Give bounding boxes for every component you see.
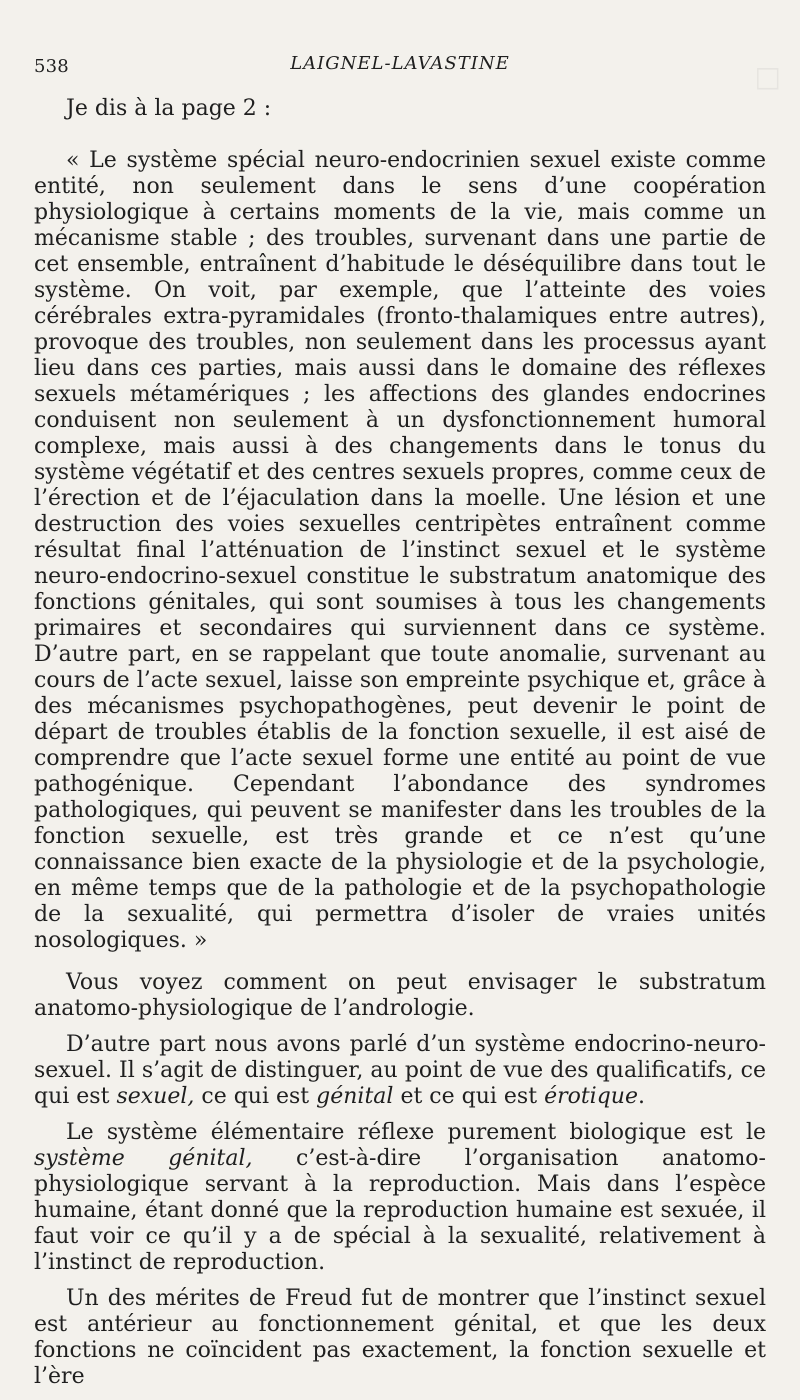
- running-title: LAIGNEL-LAVASTINE: [290, 53, 510, 74]
- paragraph-2-part-2: ce qui est: [194, 1084, 317, 1109]
- paragraph-2-em-3: érotique: [544, 1084, 638, 1109]
- body-text: [34, 84, 766, 1400]
- paragraph-2-em-1: sexuel,: [116, 1084, 195, 1109]
- lead-line: Je dis à la page 2 :: [66, 96, 272, 121]
- paragraph-2-part-1: D’autre part nous avons parlé d’un système endocrino-neuro-sexuel. Il s’agit de distinguer, au point de vue des qualificatifs, ce qui est: [34, 1032, 766, 1109]
- paragraph-2-em-2: génital: [316, 1084, 394, 1109]
- paragraph-4: Un des mérites de Freud fut de montrer que l’instinct sexuel est antérieur au fonctionnement génital, et que les deux fonctions ne coïncident pas exactement, la fonction sexuelle et l’ère: [34, 1286, 766, 1389]
- paragraph-2-part-3: et ce qui est: [393, 1084, 545, 1109]
- paragraph-1: Vous voyez comment on peut envisager le substratum anatomo-physiologique de l’andrologie.: [34, 970, 766, 1021]
- paragraph-3-part-2: c’est-à-dire l’organisation anatomo-physiologique servant à la reproduction. Mais dans l’espèce humaine, étant donné que la reproduction humaine est sexuée, il faut voir ce qu’il y a de spécial à la sexualité, relativement à l’instinct de reproduction.: [34, 1146, 766, 1275]
- show-through-mark: □: [754, 60, 782, 93]
- paragraph-2-part-4: .: [638, 1084, 645, 1109]
- quote-paragraph: « Le système spécial neuro-endocrinien sexuel existe comme entité, non seulement dans le sens d’une coopération physiologique à certains moments de la vie, mais comme un mécanisme stable ; des troubles, survenant dans une partie de cet ensemble, entraînent d’habitude le déséquilibre dans tout le système. On voit, par exemple, que l’atteinte des voies cérébrales extra-pyramidales (fronto-thalamiques entre autres), provoque des troubles, non seulement dans les processus ayant lieu dans ces parties, mais aussi dans le domaine des réflexes sexuels métamériques ; les affections des glandes endocrines conduisent non seulement à un dysfonctionnement humoral complexe, mais aussi à des changements dans le tonus du système végétatif et des centres sexuels propres, comme ceux de l’érection et de l’éjaculation dans la moelle. Une lésion et une destruction des voies sexuelles centripètes entraînent comme résultat final l’atténuation de l’instinct sexuel et le système neuro-endocrino-sexuel constitue le substratum anatomique des fonctions génitales, qui sont soumises à tous les changements primaires et secondaires qui surviennent dans ce système. D’autre part, en se rappelant que toute anomalie, survenant au cours de l’acte sexuel, laisse son empreinte psychique et, grâce à des mécanismes psychopathogènes, peut devenir le point de départ de troubles établis de la fonction sexuelle, il est aisé de comprendre que l’acte sexuel forme une entité au point de vue pathogénique. Cependant l’abondance des syndromes pathologiques, qui peuvent se manifester dans les troubles de la fonction sexuelle, est très grande et ce n’est qu’une connaissance bien exacte de la physiologie et de la psychologie, en même temps que de la pathologie et de la psychopathologie de la sexualité, qui permettra d’isoler de vraies unités nosologiques. »: [34, 148, 766, 953]
- page-number: 538: [34, 56, 69, 77]
- page-header: [34, 44, 766, 84]
- paragraph-2: [34, 1032, 766, 1110]
- paragraph-3-part-1: Le système élémentaire réflexe purement biologique est le: [66, 1120, 766, 1145]
- paragraph-3: [34, 1120, 766, 1276]
- paragraph-3-em-1: système génital,: [34, 1146, 253, 1171]
